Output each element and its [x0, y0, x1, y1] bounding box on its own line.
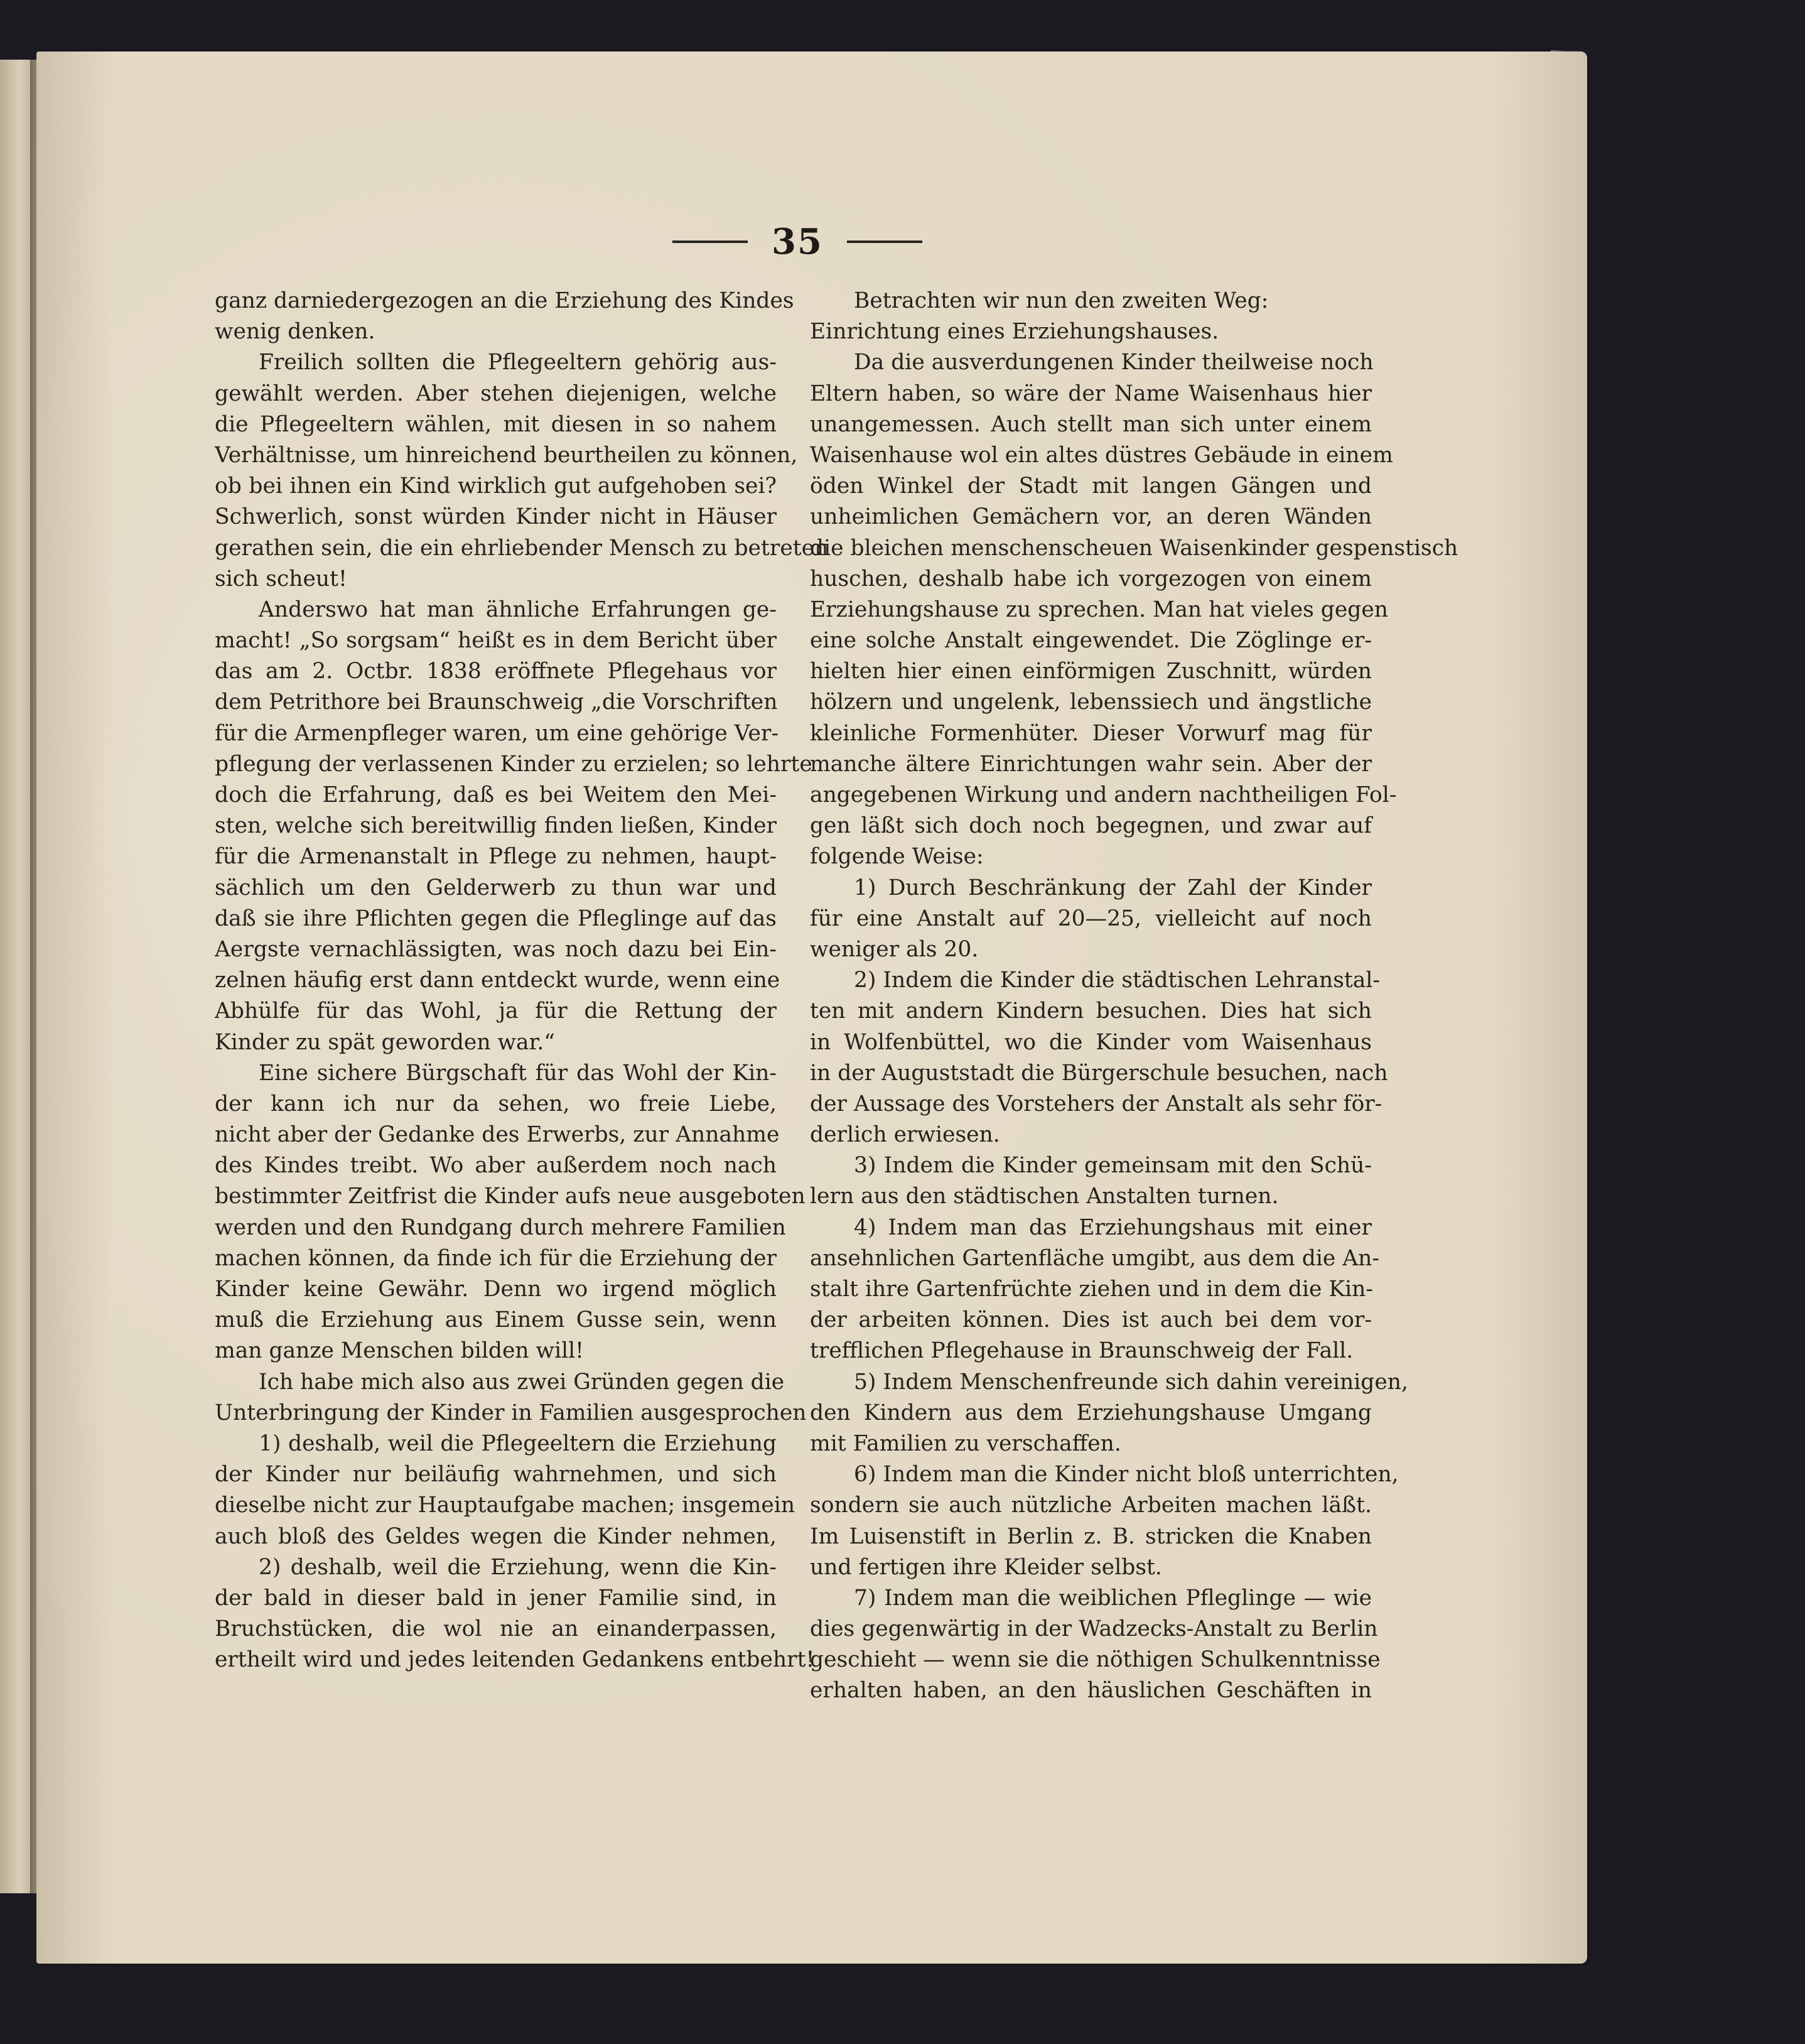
text-line: dem Petrithore bei Braunschweig „die Vorschriften [215, 689, 778, 715]
text-line: mit Familien zu verschaffen. [810, 1430, 1121, 1456]
text-line: doch die Erfahrung, daß es bei Weitem den Mei- [215, 782, 777, 808]
text-column-left [215, 286, 829, 1675]
text-line: den Kindern aus dem Erziehungshause Umgang [810, 1400, 1372, 1425]
text-line: Aergste vernachlässigten, was noch dazu bei Ein- [215, 936, 777, 962]
page-number: 35 [772, 221, 823, 262]
text-line: Waisenhause wol ein altes düstres Gebäude in einem [810, 442, 1393, 468]
text-line: geschieht — wenn sie die nöthigen Schulkenntnisse [810, 1647, 1381, 1673]
text-line: Schwerlich, sonst würden Kinder nicht in Häuser [215, 504, 777, 530]
text-line: gen läßt sich doch noch begegnen, und zwar auf [810, 813, 1372, 839]
text-column-right [810, 286, 1458, 1707]
text-line: der Aussage des Vorstehers der Anstalt als sehr för- [810, 1091, 1382, 1117]
text-line: Freilich sollten die Pflegeeltern gehörig aus- [259, 350, 777, 376]
text-line: Eine sichere Bürgschaft für das Wohl der Kin- [259, 1060, 777, 1086]
text-line: wenig denken. [215, 319, 375, 345]
text-line: weniger als 20. [810, 936, 979, 962]
text-line: stalt ihre Gartenfrüchte ziehen und in dem die Kin- [810, 1277, 1374, 1302]
text-line: Betrachten wir nun den zweiten Weg: [854, 288, 1269, 313]
text-line: derlich erwiesen. [810, 1122, 1000, 1148]
text-line: muß die Erziehung aus Einem Gusse sein, wenn [215, 1307, 777, 1333]
text-line: bestimmter Zeitfrist die Kinder aufs neue ausgeboten [215, 1184, 806, 1209]
text-line: ten mit andern Kindern besuchen. Dies hat sich [810, 998, 1372, 1024]
text-line: angegebenen Wirkung und andern nachtheiligen Fol- [810, 782, 1397, 808]
text-line: Erziehungshause zu sprechen. Man hat vieles gegen [810, 597, 1389, 622]
text-line: unheimlichen Gemächern vor, an deren Wänden [810, 504, 1372, 530]
text-line: hielten hier einen einförmigen Zuschnitt, würden [810, 659, 1372, 684]
text-line: für eine Anstalt auf 20—25, vielleicht auf noch [810, 906, 1372, 931]
text-line: die bleichen menschenscheuen Waisenkinder gespenstisch [810, 535, 1458, 561]
text-line: für die Armenanstalt in Pflege zu nehmen, haupt- [215, 844, 777, 870]
text-line: Einrichtung eines Erziehungshauses. [810, 319, 1219, 345]
text-line: sich scheut! [215, 566, 347, 592]
text-line: man ganze Menschen bilden will! [215, 1338, 585, 1364]
text-line: die Pflegeeltern wählen, mit diesen in so nahem [215, 411, 777, 437]
text-line: trefflichen Pflegehause in Braunschweig der Fall. [810, 1338, 1354, 1364]
text-line: auch bloß des Geldes wegen die Kinder nehmen, [215, 1523, 777, 1549]
text-line: öden Winkel der Stadt mit langen Gängen und [810, 473, 1372, 499]
text-line: Verhältnisse, um hinreichend beurtheilen zu können, [215, 442, 798, 468]
text-line: 3) Indem die Kinder gemeinsam mit den Schü- [854, 1153, 1372, 1179]
text-line: 6) Indem man die Kinder nicht bloß unterrichten, [854, 1462, 1399, 1488]
text-line: 1) Durch Beschränkung der Zahl der Kinder [854, 875, 1372, 900]
text-line: dies gegenwärtig in der Wadzecks-Anstalt zu Berlin [810, 1616, 1378, 1642]
text-line: nicht aber der Gedanke des Erwerbs, zur Annahme [215, 1122, 780, 1148]
text-line: Kinder keine Gewähr. Denn wo irgend möglich [215, 1277, 777, 1302]
text-line: Kinder zu spät geworden war.“ [215, 1029, 555, 1055]
text-line: der kann ich nur da sehen, wo freie Liebe, [215, 1091, 777, 1117]
text-line: des Kindes treibt. Wo aber außerdem noch nach [215, 1153, 777, 1179]
text-line: sondern sie auch nützliche Arbeiten machen läßt. [810, 1493, 1372, 1518]
text-line: Anderswo hat man ähnliche Erfahrungen ge- [259, 597, 777, 622]
text-line: ansehnlichen Gartenfläche umgibt, aus dem die An- [810, 1245, 1380, 1271]
text-line: 1) deshalb, weil die Pflegeeltern die Erziehung [259, 1430, 777, 1456]
text-line: zelnen häufig erst dann entdeckt wurde, wenn eine [215, 968, 780, 993]
text-line: ob bei ihnen ein Kind wirklich gut aufgehoben sei? [215, 473, 777, 499]
text-line: 5) Indem Menschenfreunde sich dahin vereinigen, [854, 1369, 1408, 1395]
text-line: Im Luisenstift in Berlin z. B. stricken die Knaben [810, 1523, 1372, 1549]
text-line: gerathen sein, die ein ehrliebender Mensch zu betreten [215, 535, 829, 561]
text-line: manche ältere Einrichtungen wahr sein. Aber der [810, 751, 1372, 777]
text-line: in der Auguststadt die Bürgerschule besuchen, nach [810, 1060, 1388, 1086]
text-line: dieselbe nicht zur Hauptaufgabe machen; insgemein [215, 1493, 795, 1518]
header-rule-right [847, 241, 922, 243]
text-line: der bald in dieser bald in jener Familie sind, in [215, 1585, 777, 1611]
text-line: ganz darniedergezogen an die Erziehung des Kindes [215, 288, 794, 313]
text-line: Da die ausverdungenen Kinder theilweise noch [854, 350, 1374, 376]
text-line: lern aus den städtischen Anstalten turnen. [810, 1184, 1279, 1209]
text-line: Ich habe mich also aus zwei Gründen gegen die [259, 1369, 785, 1395]
text-line: 2) deshalb, weil die Erziehung, wenn die Kin- [259, 1554, 777, 1580]
text-line: 2) Indem die Kinder die städtischen Lehranstal- [854, 968, 1381, 993]
text-line: der Kinder nur beiläufig wahrnehmen, und sich [215, 1462, 777, 1488]
text-line: und fertigen ihre Kleider selbst. [810, 1554, 1162, 1580]
text-line: huschen, deshalb habe ich vorgezogen von einem [810, 566, 1372, 592]
text-line: ertheilt wird und jedes leitenden Gedankens entbehrt! [215, 1647, 815, 1673]
text-line: eine solche Anstalt eingewendet. Die Zöglinge er- [810, 628, 1372, 654]
text-line: 4) Indem man das Erziehungshaus mit einer [854, 1214, 1372, 1240]
text-line: in Wolfenbüttel, wo die Kinder vom Waisenhaus [810, 1029, 1372, 1055]
text-line: Bruchstücken, die wol nie an einanderpassen, [215, 1616, 777, 1642]
text-line: macht! „So sorgsam“ heißt es in dem Bericht über [215, 628, 777, 654]
text-line: hölzern und ungelenk, lebenssiech und ängstliche [810, 689, 1372, 715]
text-line: unangemessen. Auch stellt man sich unter einem [810, 411, 1372, 437]
text-line: für die Armenpfleger waren, um eine gehörige Ver- [215, 720, 779, 746]
text-line: werden und den Rundgang durch mehrere Familien [215, 1214, 786, 1240]
text-line: pflegung der verlassenen Kinder zu erzielen; so lehrte [215, 751, 812, 777]
page-header [653, 220, 942, 264]
text-line: 7) Indem man die weiblichen Pfleglinge — wie [854, 1585, 1372, 1611]
text-line: erhalten haben, an den häuslichen Geschäften in [810, 1678, 1372, 1704]
text-line: Abhülfe für das Wohl, ja für die Rettung der [215, 998, 777, 1024]
text-line: Eltern haben, so wäre der Name Waisenhaus hier [810, 381, 1372, 406]
text-line: kleinliche Formenhüter. Dieser Vorwurf mag für [810, 720, 1372, 746]
text-line: das am 2. Octbr. 1838 eröffnete Pflegehaus vor [215, 659, 777, 684]
header-rule-left [672, 241, 748, 243]
text-line: folgende Weise: [810, 844, 984, 870]
left-page-edge [0, 60, 33, 1893]
text-line: der arbeiten können. Dies ist auch bei dem vor- [810, 1307, 1372, 1333]
text-line: machen können, da finde ich für die Erziehung der [215, 1245, 777, 1271]
text-line: sächlich um den Gelderwerb zu thun war und [215, 875, 777, 900]
text-line: sten, welche sich bereitwillig finden ließen, Kinder [215, 813, 777, 839]
text-line: daß sie ihre Pflichten gegen die Pfleglinge auf das [215, 906, 777, 931]
text-line: Unterbringung der Kinder in Familien ausgesprochen [215, 1400, 807, 1425]
text-line: gewählt werden. Aber stehen diejenigen, welche [215, 381, 777, 406]
